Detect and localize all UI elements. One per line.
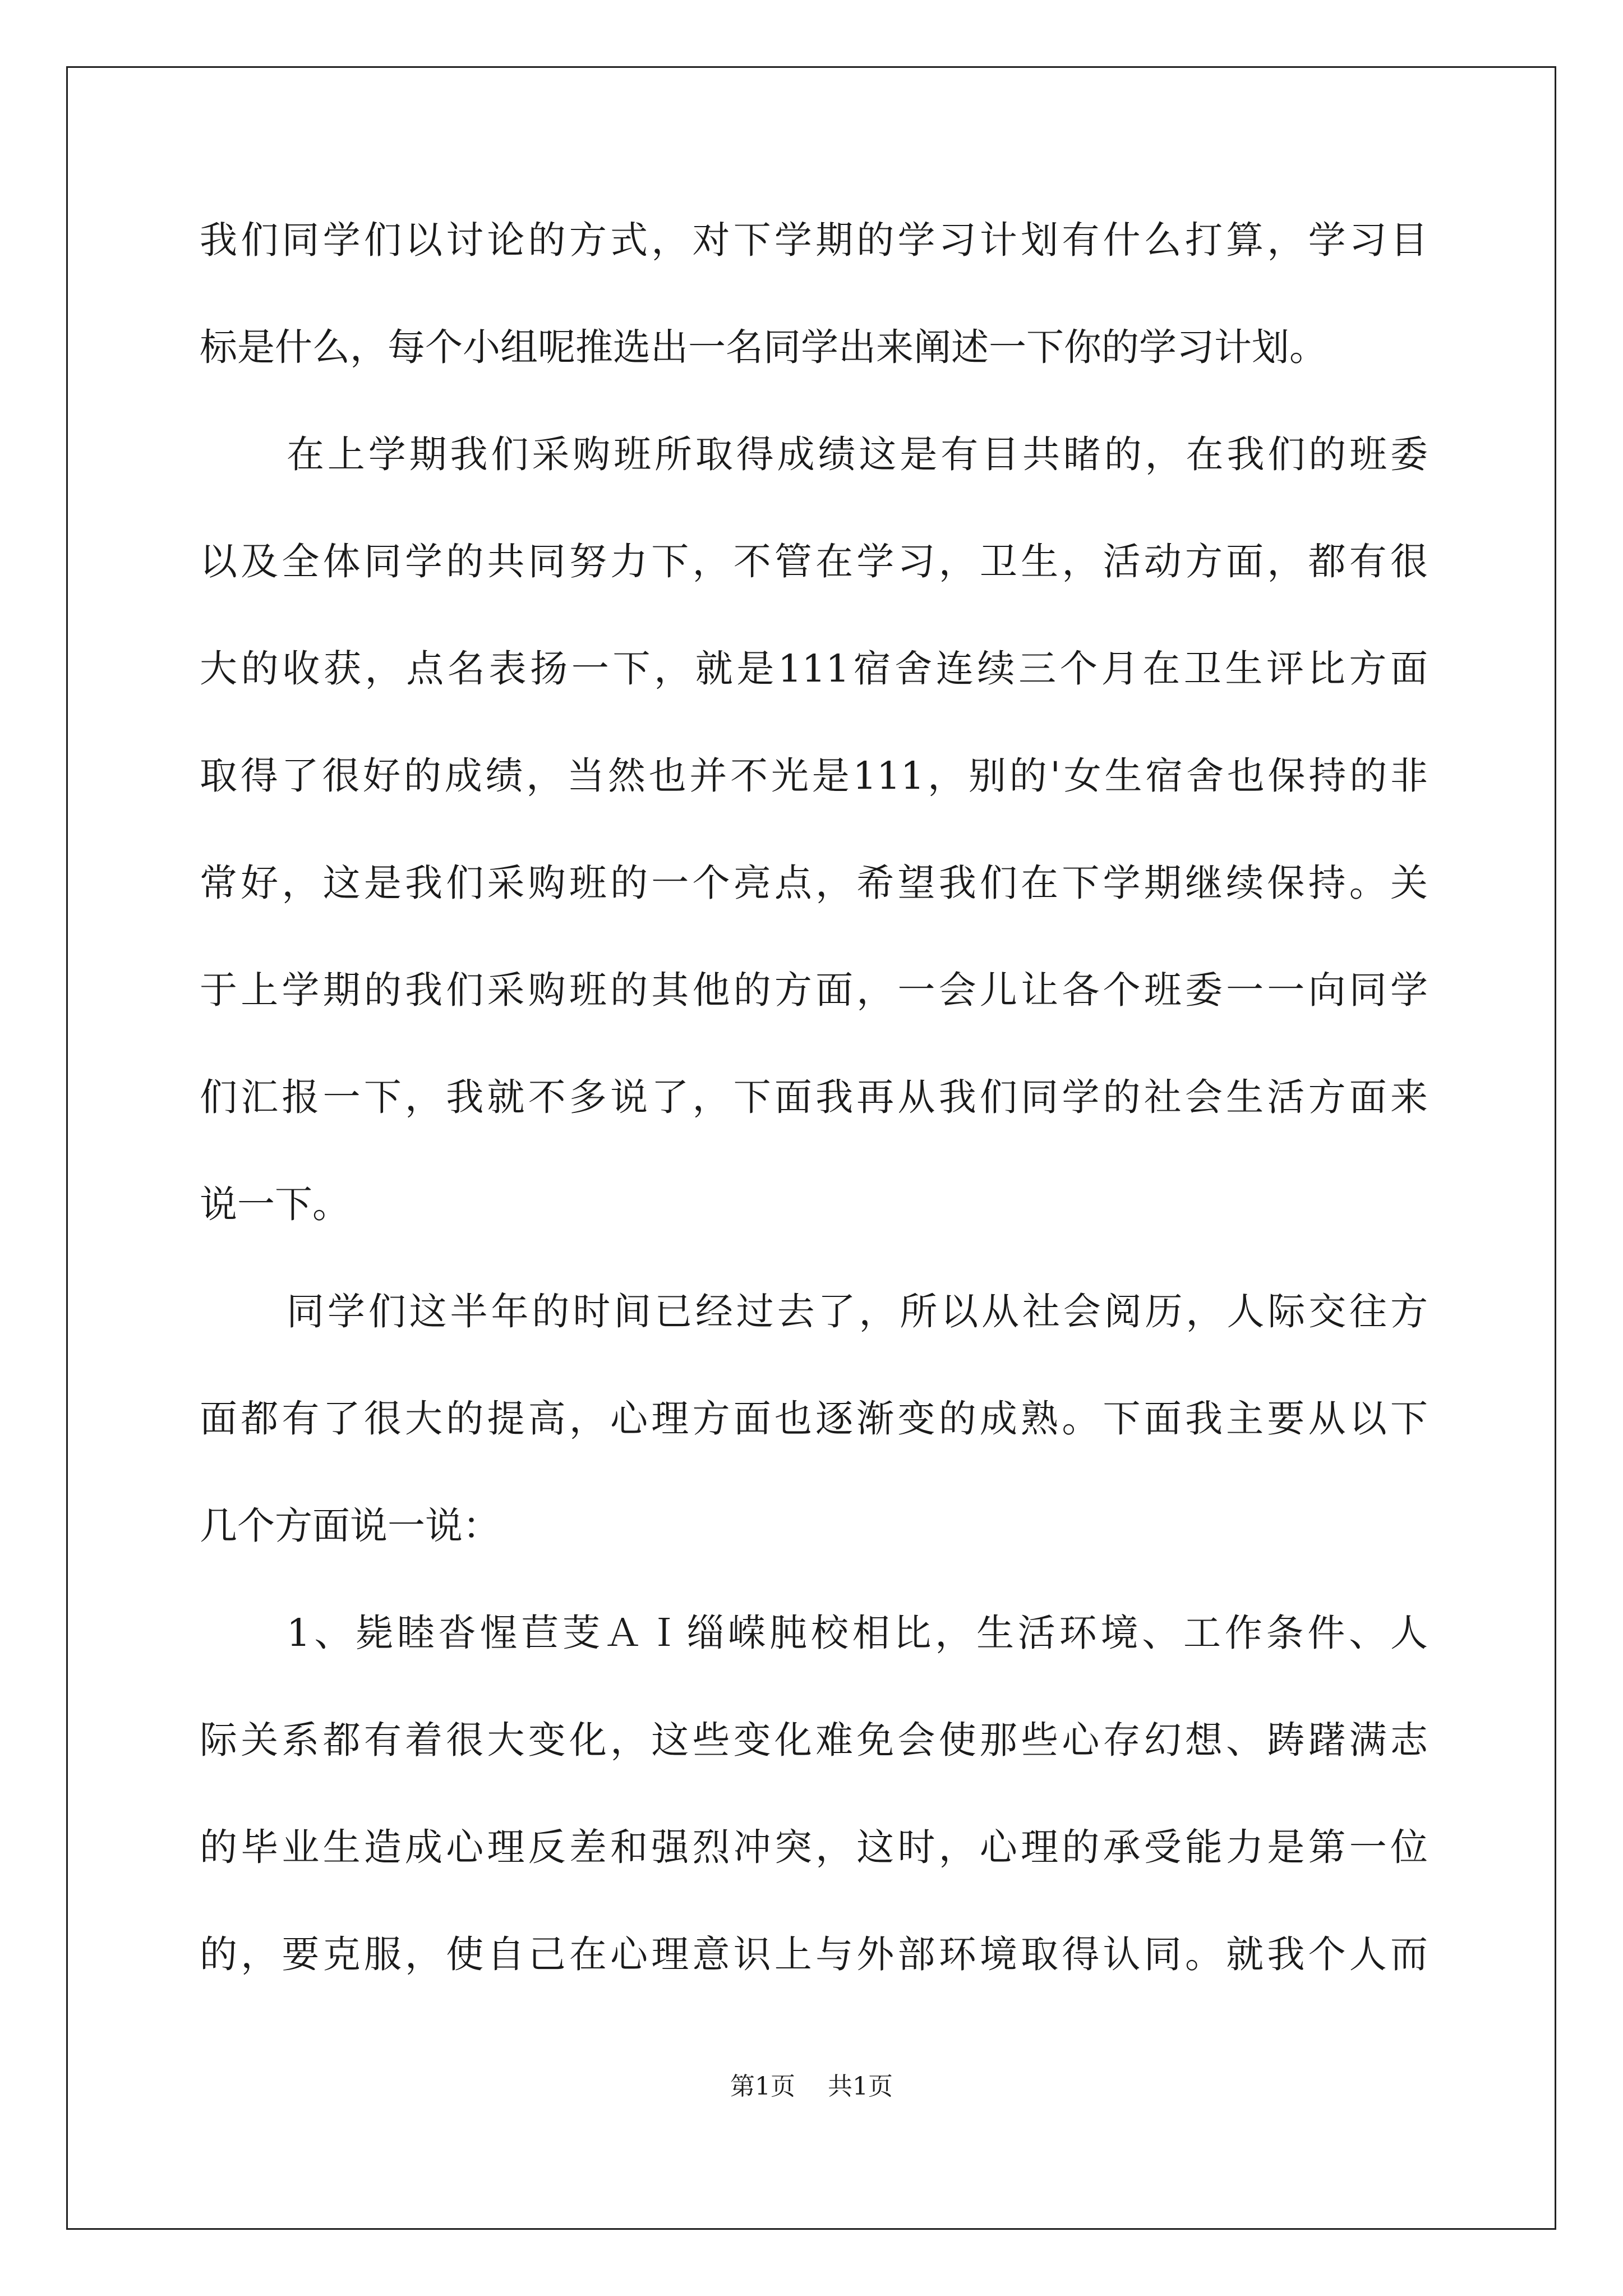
- text-line: 标是什么，每个小组呢推选出一名同学出来阐述一下你的学习计划。: [200, 325, 1327, 369]
- text-line: 际关系都有着很大变化，这些变化难免会使那些心存幻想、踌躇满志: [200, 1718, 1428, 1762]
- text-line: 以及全体同学的共同努力下，不管在学习，卫生，活动方面，都有很: [200, 540, 1428, 583]
- text-line: 在上学期我们采购班所取得成绩这是有目共睹的，在我们的班委: [287, 432, 1428, 476]
- text-line: 的毕业生造成心理反差和强烈冲突，这时，心理的承受能力是第一位: [200, 1825, 1428, 1869]
- page-number: 第1页: [730, 2072, 795, 2101]
- document-body: [200, 218, 1428, 2043]
- text-line: 的，要克服，使自己在心理意识上与外部环境取得认同。就我个人而: [200, 1932, 1428, 1976]
- text-line: 于上学期的我们采购班的其他的方面，一会儿让各个班委一一向同学: [200, 968, 1428, 1012]
- text-line: 面都有了很大的提高，心理方面也逐渐变的成熟。下面我主要从以下: [200, 1397, 1428, 1441]
- text-line: 们汇报一下，我就不多说了，下面我再从我们同学的社会生活方面来: [200, 1075, 1428, 1119]
- text-line: 取得了很好的成绩，当然也并不光是111，别的'女生宿舍也保持的非: [200, 754, 1428, 798]
- text-line: 大的收获，点名表扬一下，就是111宿舍连续三个月在卫生评比方面: [200, 647, 1428, 691]
- text-line: 1、毙睦沓惺苣芰ＡＩ缁嵘肫校相比，生活环境、工作条件、人: [287, 1611, 1428, 1655]
- text-line: 几个方面说一说：: [200, 1504, 500, 1548]
- page-footer: [0, 2073, 1623, 2101]
- page-total: 共1页: [828, 2072, 893, 2101]
- text-line: 常好，这是我们采购班的一个亮点，希望我们在下学期继续保持。关: [200, 861, 1428, 905]
- text-line: 说一下。: [200, 1182, 350, 1226]
- text-line: 同学们这半年的时间已经过去了，所以从社会阅历，人际交往方: [287, 1290, 1428, 1333]
- text-line: 我们同学们以讨论的方式，对下学期的学习计划有什么打算，学习目: [200, 218, 1428, 262]
